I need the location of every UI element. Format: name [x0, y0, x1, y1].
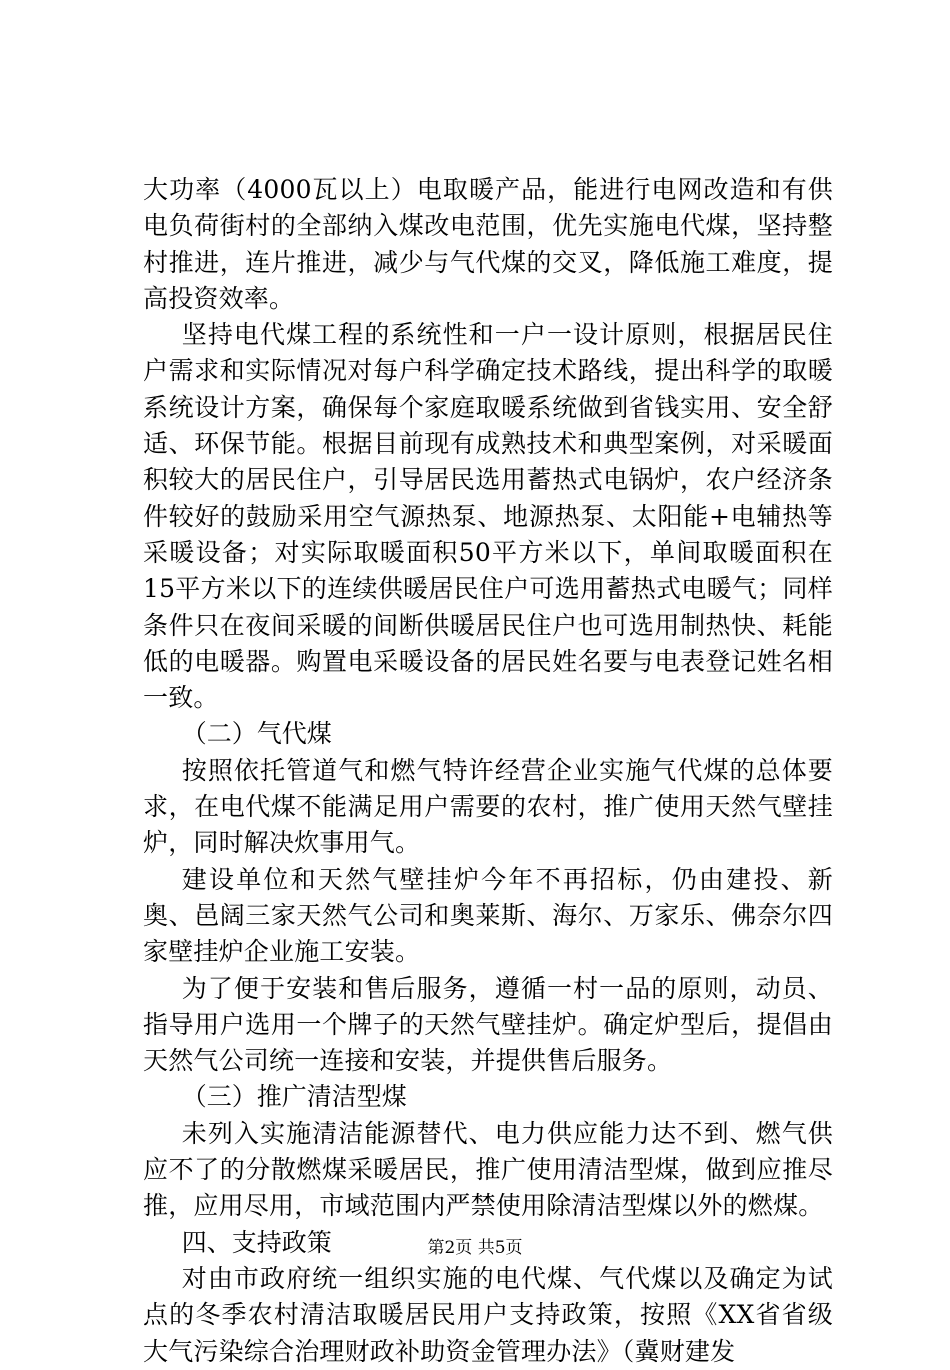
- paragraph: 建设单位和天然气壁挂炉今年不再招标，仍由建投、新奥、邑阔三家天然气公司和奥莱斯、海尔、万家乐、佛奈尔四家壁挂炉企业施工安装。: [143, 864, 833, 967]
- paragraph: 大功率（4000瓦以上）电取暖产品，能进行电网改造和有供电负荷街村的全部纳入煤改电范围，优先实施电代煤，坚持整村推进，连片推进，减少与气代煤的交叉，降低施工难度，提高投资效率。: [143, 175, 833, 313]
- section-heading: 四、支持政策: [181, 1227, 332, 1257]
- paragraph: 对由市政府统一组织实施的电代煤、气代煤以及确定为试点的冬季农村清洁取暖居民用户支持政策，按照《XX省省级大气污染综合治理财政补助资金管理办法》（冀财建发: [143, 1263, 833, 1366]
- section-heading: （二）气代煤: [181, 719, 332, 749]
- paragraph: 按照依托管道气和燃气特许经营企业实施气代煤的总体要求，在电代煤不能满足用户需要的农村，推广使用天然气壁挂炉，同时解决炊事用气。: [143, 755, 833, 858]
- paragraph: 为了便于安装和售后服务，遵循一村一品的原则，动员、指导用户选用一个牌子的天然气壁挂炉。确定炉型后，提倡由天然气公司统一连接和安装，并提供售后服务。: [143, 973, 833, 1076]
- paragraph: 坚持电代煤工程的系统性和一户一设计原则，根据居民住户需求和实际情况对每户科学确定技术路线，提出科学的取暖系统设计方案，确保每个家庭取暖系统做到省钱实用、安全舒适、环保节能。根据目前现有成熟技术和典型案例，对采暖面积较大的居民住户，引导居民选用蓄热式电锅炉，农户经济条件较好的鼓励采用空气源热泵、地源热泵、太阳能+电辅热等采暖设备；对实际取暖面积50平方米以下，单间取暖面积在15平方米以下的连续供暖居民住户可选用蓄热式电暖气；同样条件只在夜间采暖的间断供暖居民住户也可选用制热快、耗能低的电暖器。购置电采暖设备的居民姓名要与电表登记姓名相一致。: [143, 320, 833, 713]
- section-heading: （三）推广清洁型煤: [181, 1082, 407, 1112]
- paragraph: 未列入实施清洁能源替代、电力供应能力达不到、燃气供应不了的分散燃煤采暖居民，推广使用清洁型煤，做到应推尽推，应用尽用，市域范围内严禁使用除清洁型煤以外的燃煤。: [143, 1118, 833, 1221]
- page-number-footer: 第2页 共5页: [427, 1238, 523, 1258]
- document-body: [143, 172, 833, 1370]
